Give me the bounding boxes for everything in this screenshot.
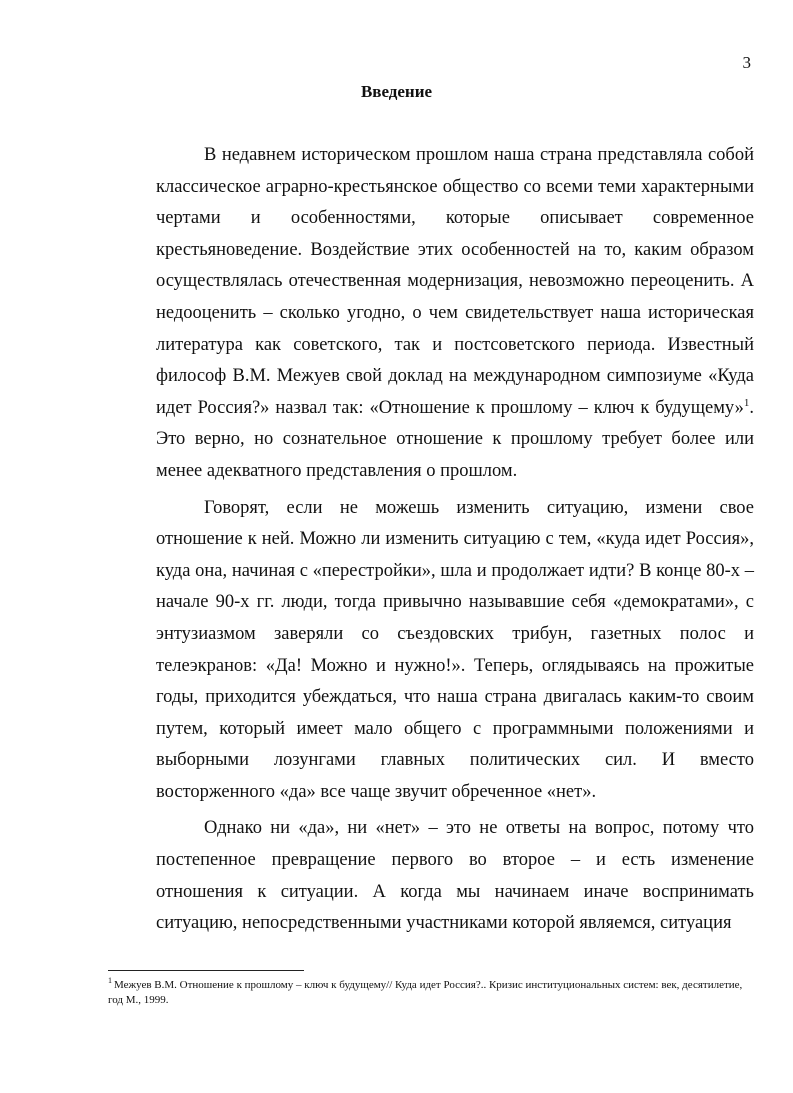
paragraph-1 [156,140,754,488]
page-title: Введение [360,82,433,101]
paragraph-1-text-end: . Это верно, но сознательное отношение к прошлому требует более или менее адекватного представления о прошлом. [156,397,754,481]
paragraph-3: Однако ни «да», ни «нет» – это не ответы на вопрос, потому что постепенное превращение первого во второе – и есть изменение отношения к ситуации. А когда мы начинаем иначе воспринимать ситуацию, непосредственными участниками которой являемся, ситуация [156,818,754,934]
footnote [108,978,748,1008]
paragraph-1-text: В недавнем историческом прошлом наша страна представляла собой классическое аграрно-крестьянское общество со всеми теми характерными чертами и особенностями, которые описывает современное крестьяноведение. Воздействие этих особенностей на то, каким образом осуществлялась отечественная модернизация, невозможно переоценить. А недооценить – сколько угодно, о чем свидетельствует наша историческая литература как советского, так и постсоветского периода. Известный философ В.М. Межуев свой доклад на международном симпозиуме «Куда идет Россия?» назвал так: «Отношение к прошлому – ключ к будущему» [156,145,754,418]
body-text [156,140,754,945]
footnote-reference: 1 [743,396,750,409]
paragraph-2: Говорят, если не можешь изменить ситуацию, измени свое отношение к ней. Можно ли изменить ситуацию с тем, «куда идет Россия», куда она, начиная с «перестройки», шла и продолжает идти? В конце 80-х – начале 90-х гг. люди, тогда привычно называвшие себя «демократами», с энтузиазмом заверяли со съездовских трибун, газетных полос и телеэкранов: «Да! Можно и нужно!». Теперь, оглядываясь на прожитые годы, приходится убеждаться, что наша страна двигалась каким-то своим путем, который имеет мало общего с программными положениями и выборными лозунгами главных политических сил. И вместо восторженного «да» все чаще звучит обреченное «нет». [156,497,754,802]
footnote-separator [108,970,304,971]
page-number: 3 [742,53,751,72]
footnote-mark: 1 [108,976,112,986]
footnote-text: Межуев В.М. Отношение к прошлому – ключ к будущему// Куда идет Россия?.. Кризис институциональных систем: век, десятилетие, год М., 1999. [108,979,743,1006]
